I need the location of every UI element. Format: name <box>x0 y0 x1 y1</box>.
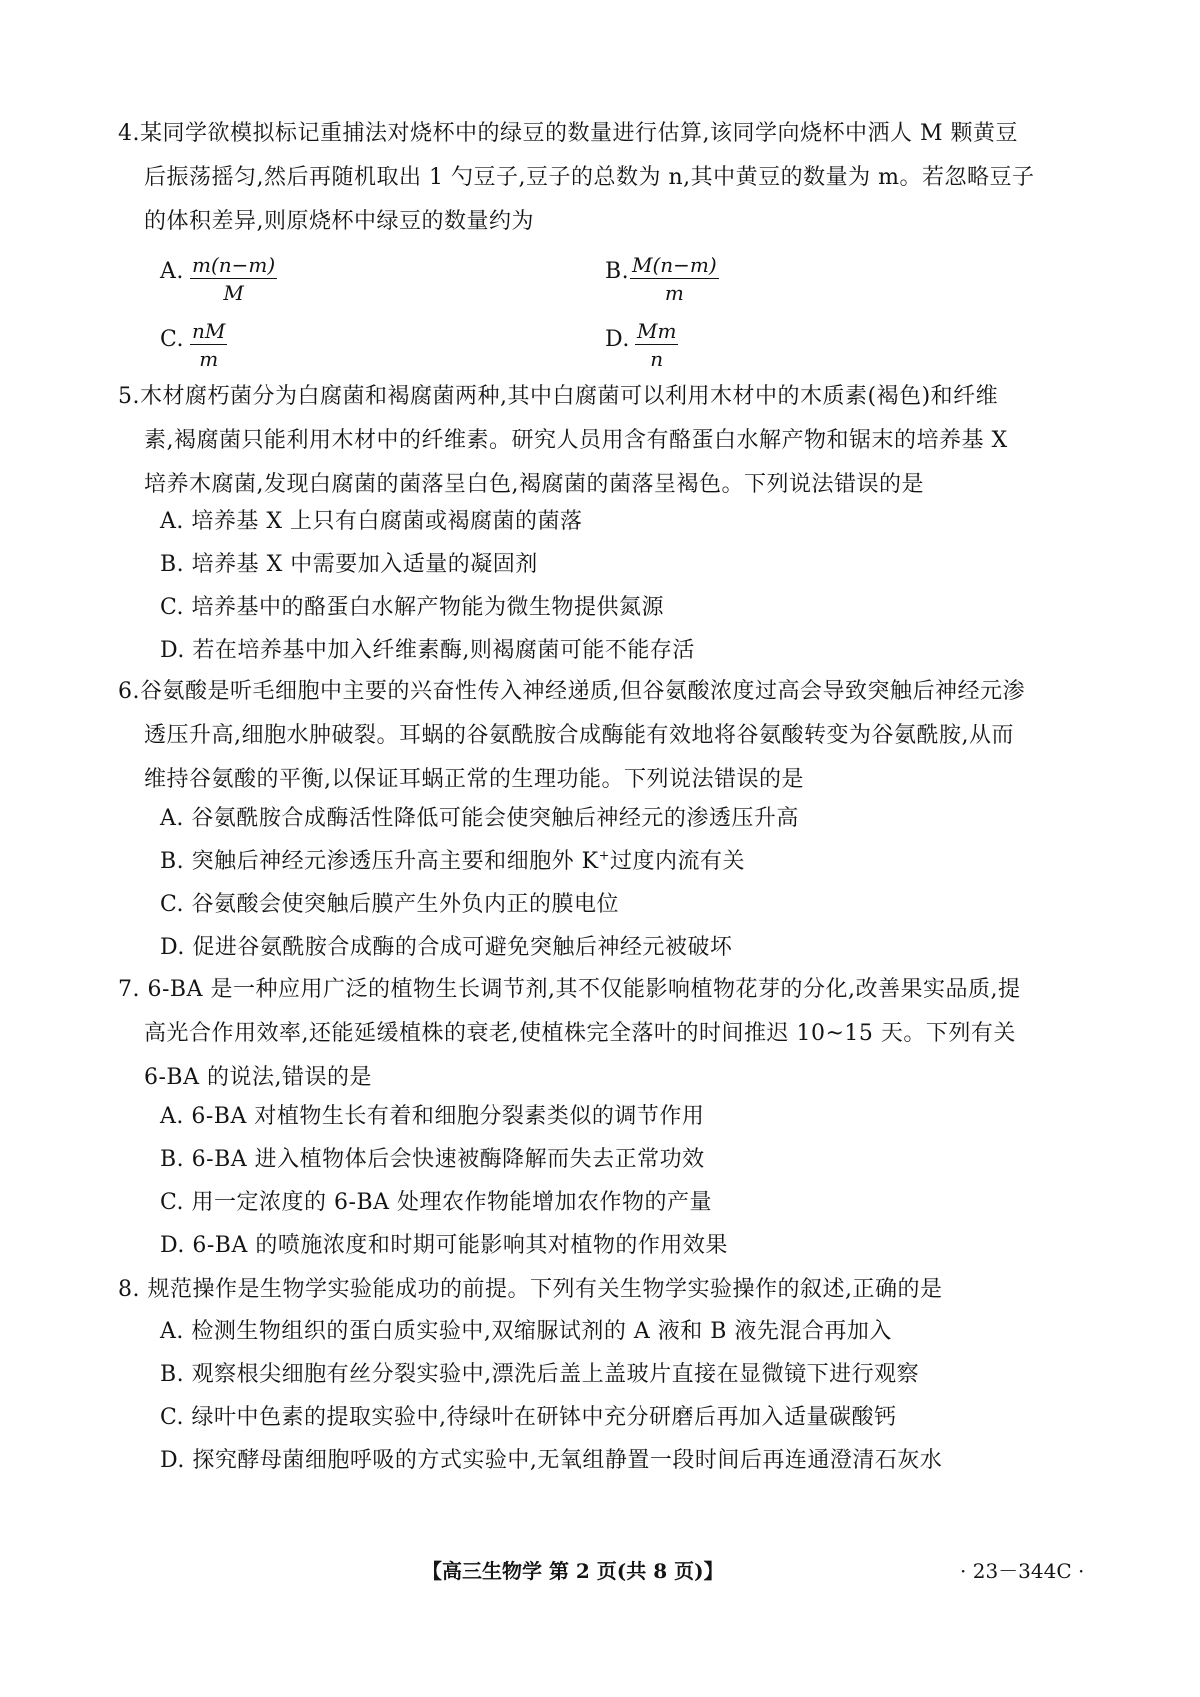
question-6-line-1: 6.谷氨酸是听毛细胞中主要的兴奋性传入神经递质,但谷氨酸浓度过高会导致突触后神经元渗 <box>118 679 1025 704</box>
question-7-option-a: A. 6-BA 对植物生长有着和细胞分裂素类似的调节作用 <box>160 1104 705 1129</box>
option-b-text: B. 突触后神经元渗透压升高主要和细胞外 K <box>160 849 599 874</box>
question-5-line-2: 素,褐腐菌只能利用木材中的纤维素。研究人员用含有酪蛋白水解产物和锯末的培养基 X <box>144 428 1008 453</box>
fraction-numerator: m(n−m) <box>192 253 276 277</box>
question-8-option-d: D. 探究酵母菌细胞呼吸的方式实验中,无氧组静置一段时间后再连通澄清石灰水 <box>160 1448 943 1473</box>
page-footer-code: · 23－344C · <box>960 1559 1085 1583</box>
question-6-option-c: C. 谷氨酸会使突触后膜产生外负内正的膜电位 <box>160 892 620 917</box>
question-7-line-2: 高光合作用效率,还能延缓植株的衰老,使植株完全落叶的时间推迟 10~15 天。下列有关 <box>144 1021 1016 1046</box>
question-7-option-c: C. 用一定浓度的 6-BA 处理农作物能增加农作物的产量 <box>160 1190 713 1215</box>
question-7-option-d: D. 6-BA 的喷施浓度和时期可能影响其对植物的作用效果 <box>160 1233 728 1258</box>
question-4-line-2: 后振荡摇匀,然后再随机取出 1 勺豆子,豆子的总数为 n,其中黄豆的数量为 m。若忽略豆子 <box>144 165 1035 190</box>
question-7-line-3: 6-BA 的说法,错误的是 <box>144 1065 372 1090</box>
fraction-numerator: M(n−m) <box>632 253 717 277</box>
fraction-denominator: m <box>664 281 684 305</box>
question-6 <box>118 670 1118 802</box>
question-4-option-a-label: A. <box>160 259 184 284</box>
question-4-line-3: 的体积差异,则原烧杯中绿豆的数量约为 <box>144 209 534 234</box>
question-6-option-d: D. 促进谷氨酰胺合成酶的合成可避免突触后神经元被破坏 <box>160 935 733 960</box>
question-4-line-1: 4.某同学欲模拟标记重捕法对烧杯中的绿豆的数量进行估算,该同学向烧杯中洒人 M 颗黄豆 <box>118 121 1018 146</box>
fraction-denominator: m <box>199 347 219 371</box>
question-4-option-d-label: D. <box>605 327 630 352</box>
question-6-option-b <box>160 840 745 884</box>
fraction-numerator: nM <box>192 319 226 343</box>
question-7-line-1: 7. 6-BA 是一种应用广泛的植物生长调节剂,其不仅能影响植物花芽的分化,改善果实品质,提 <box>118 977 1021 1002</box>
question-8-option-a: A. 检测生物组织的蛋白质实验中,双缩脲试剂的 A 液和 B 液先混合再加入 <box>160 1319 892 1344</box>
fraction-denominator: M <box>223 281 244 305</box>
question-8 <box>118 1268 1118 1312</box>
question-5-option-a: A. 培养基 X 上只有白腐菌或褐腐菌的菌落 <box>160 509 583 534</box>
question-4-option-b-fraction <box>630 254 719 304</box>
question-8-option-c: C. 绿叶中色素的提取实验中,待绿叶在研钵中充分研磨后再加入适量碳酸钙 <box>160 1405 897 1430</box>
potassium-charge: + <box>598 848 610 864</box>
question-7 <box>118 968 1118 1100</box>
question-4 <box>118 112 1118 244</box>
question-7-option-b: B. 6-BA 进入植物体后会快速被酶降解而失去正常功效 <box>160 1147 705 1172</box>
question-5-option-d: D. 若在培养基中加入纤维素酶,则褐腐菌可能不能存活 <box>160 638 695 663</box>
question-4-option-c-fraction <box>190 320 227 370</box>
option-b-text-end: 过度内流有关 <box>610 849 746 874</box>
question-6-line-3: 维持谷氨酸的平衡,以保证耳蜗正常的生理功能。下列说法错误的是 <box>144 767 804 792</box>
question-8-line-1: 8. 规范操作是生物学实验能成功的前提。下列有关生物学实验操作的叙述,正确的是 <box>118 1277 943 1302</box>
question-4-option-a-fraction <box>190 254 277 304</box>
question-4-option-b-label: B. <box>605 259 630 284</box>
question-5-option-b: B. 培养基 X 中需要加入适量的凝固剂 <box>160 552 538 577</box>
fraction-denominator: n <box>650 347 664 371</box>
question-6-line-2: 透压升高,细胞水肿破裂。耳蜗的谷氨酰胺合成酶能有效地将谷氨酸转变为谷氨酰胺,从而 <box>144 723 1014 748</box>
page-footer-label: 【高三生物学 第 2 页(共 8 页)】 <box>422 1559 724 1583</box>
question-5-line-1: 5.木材腐朽菌分为白腐菌和褐腐菌两种,其中白腐菌可以利用木材中的木质素(褐色)和纤维 <box>118 384 999 409</box>
fraction-numerator: Mm <box>637 319 677 343</box>
question-4-option-d-fraction <box>635 320 678 370</box>
question-8-option-b: B. 观察根尖细胞有丝分裂实验中,漂洗后盖上盖玻片直接在显微镜下进行观察 <box>160 1362 920 1387</box>
question-5 <box>118 375 1118 507</box>
question-5-option-c: C. 培养基中的酪蛋白水解产物能为微生物提供氮源 <box>160 595 665 620</box>
question-5-line-3: 培养木腐菌,发现白腐菌的菌落呈白色,褐腐菌的菌落呈褐色。下列说法错误的是 <box>144 472 924 497</box>
question-6-option-a: A. 谷氨酰胺合成酶活性降低可能会使突触后神经元的渗透压升高 <box>160 806 799 831</box>
question-4-option-c-label: C. <box>160 327 185 352</box>
